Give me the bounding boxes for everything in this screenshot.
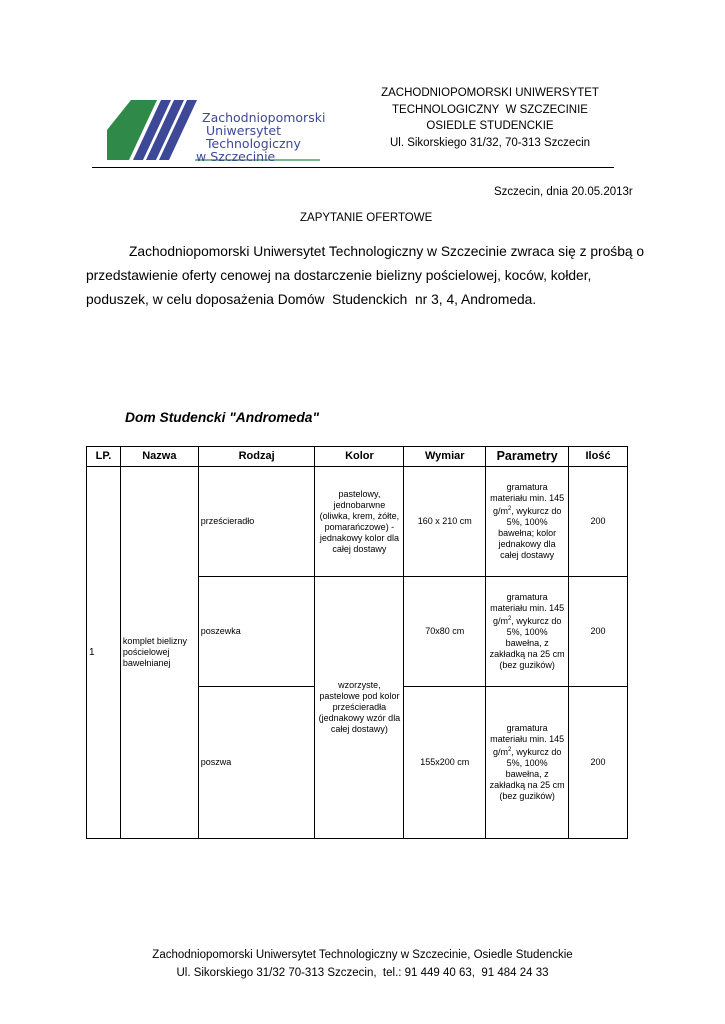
table-row (87, 467, 628, 577)
cell-ilosc: 200 (569, 467, 628, 577)
param-text-a: gramatura materiału min. 145 g/m (490, 723, 565, 757)
letterhead-line-2: TECHNOLOGICZNY W SZCZECINIE (392, 103, 588, 116)
header-parametry: Parametry (486, 447, 569, 467)
cell-parametry (486, 687, 569, 839)
param-superscript: 2 (507, 616, 512, 622)
request-text: Zachodniopomorski Uniwersytet Technologiczny w Szczecinie zwraca się z prośbą o przedstawienie oferty cenowej na dostarczenie bielizny pościelowej, koców, kołder, poduszek, w celu doposażenia Domów Studenckich nr 3, 4, Andromeda. (86, 244, 648, 307)
logo-line-1: Zachodniopomorski (202, 110, 326, 125)
letterhead-line-1: ZACHODNIOPOMORSKI UNIWERSYTET (381, 87, 599, 99)
header-wymiar: Wymiar (404, 447, 486, 467)
logo-line-2: Uniwersytet (206, 123, 281, 138)
param-superscript: 2 (507, 747, 512, 753)
cell-nazwa: komplet bielizny pościelowej bawełnianej (120, 467, 198, 839)
cell-rodzaj: poszewka (198, 577, 315, 687)
header-ilosc: Ilość (569, 447, 628, 467)
cell-wymiar: 70x80 cm (404, 577, 486, 687)
cell-wymiar: 160 x 210 cm (404, 467, 486, 577)
param-superscript: 2 (507, 506, 512, 512)
document-title: ZAPYTANIE OFERTOWE (300, 212, 433, 224)
cell-parametry (486, 577, 569, 687)
header-kolor: Kolor (315, 447, 404, 467)
cell-wymiar: 155x200 cm (404, 687, 486, 839)
request-paragraph (86, 240, 646, 312)
param-text-a: gramatura materiału min. 145 g/m (490, 592, 565, 626)
header-nazwa: Nazwa (120, 447, 198, 467)
cell-lp: 1 (87, 467, 121, 839)
param-text-b: , wykurcz do 5%, 100% bawełna, z zakładką na 25 cm (bez guzików) (489, 616, 565, 670)
cell-kolor-shared: wzorzyste, pastelowe pod kolor prześcieradła (jednakowy wzór dla całej dostawy) (315, 577, 404, 839)
param-text-b: , wykurcz do 5%, 100% bawełna; kolor jednakowy dla całej dostawy (498, 506, 562, 560)
table-header-row (87, 447, 628, 467)
logo-line-3: Technologiczny (206, 136, 301, 151)
logo-line-4: w Szczecinie (196, 149, 276, 164)
footer-line-1: Zachodniopomorski Uniwersytet Technologiczny w Szczecinie, Osiedle Studenckie (152, 949, 573, 961)
header-rodzaj: Rodzaj (198, 447, 315, 467)
logo-wordmark (196, 111, 325, 163)
header-lp: LP. (87, 447, 121, 467)
cell-ilosc: 200 (569, 577, 628, 687)
cell-parametry (486, 467, 569, 577)
document-date: Szczecin, dnia 20.05.2013r (494, 186, 633, 198)
section-title: Dom Studencki "Andromeda" (125, 410, 319, 425)
param-text-a: gramatura materiału min. 145 g/m (490, 482, 565, 516)
cell-rodzaj: prześcieradło (198, 467, 315, 577)
cell-ilosc: 200 (569, 687, 628, 839)
letterhead-line-3: OSIEDLE STUDENCKIE (426, 120, 554, 132)
cell-kolor: pastelowy, jednobarwne (oliwka, krem, żółte, pomarańczowe) - jednakowy kolor dla całej dostawy (315, 467, 404, 577)
letterhead-address (360, 85, 620, 151)
offer-table (86, 446, 628, 839)
param-text-b: , wykurcz do 5%, 100% bawełna, z zakładką na 25 cm (bez guzików) (489, 747, 565, 801)
header-divider (92, 167, 614, 168)
footer-line-2: Ul. Sikorskiego 31/32 70-313 Szczecin, tel.: 91 449 40 63, 91 484 24 33 (176, 966, 549, 979)
letterhead-line-4: Ul. Sikorskiego 31/32, 70-313 Szczecin (389, 136, 591, 149)
cell-rodzaj: poszwa (198, 687, 315, 839)
page-footer (0, 947, 725, 982)
